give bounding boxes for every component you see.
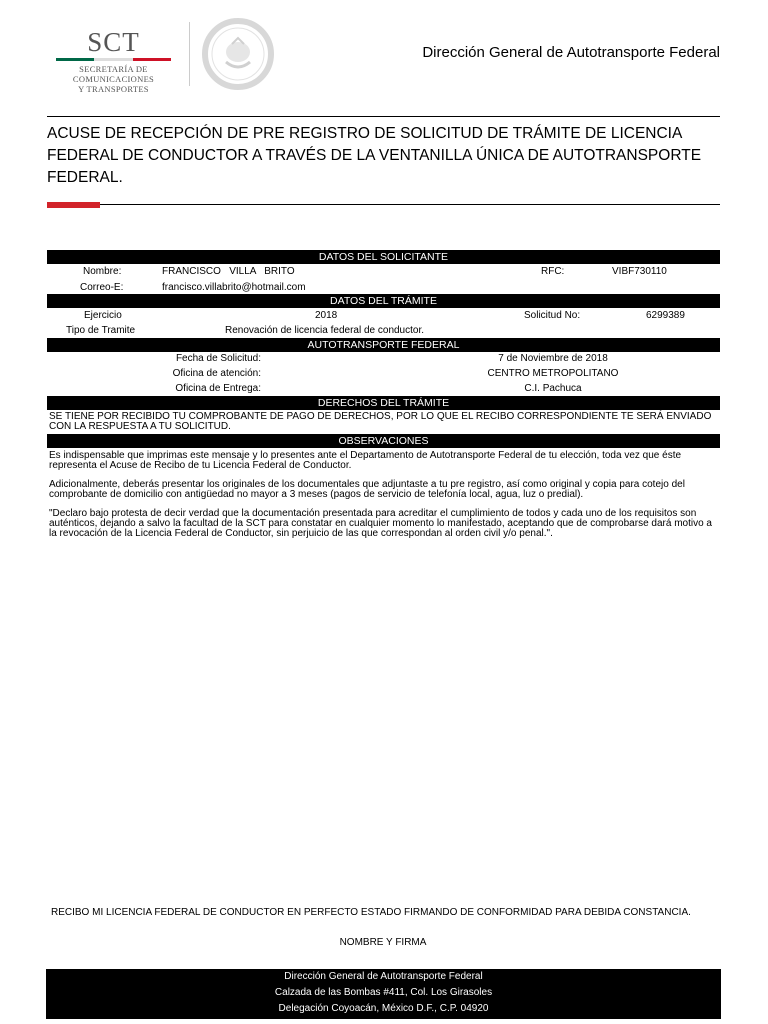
sct-logo-acronym: SCT xyxy=(87,27,140,57)
tipo-tramite-label: Tipo de Tramite xyxy=(66,325,136,336)
fecha-solicitud-value: 7 de Noviembre de 2018 xyxy=(498,353,608,364)
oficina-atencion-label: Oficina de atención: xyxy=(172,368,261,379)
rfc-value: VIBF730110 xyxy=(612,266,667,277)
section-header-tramite: DATOS DEL TRÁMITE xyxy=(47,294,720,308)
solicitud-label: Solicitud No: xyxy=(524,310,581,321)
logo-divider xyxy=(189,22,190,86)
title-divider xyxy=(100,204,720,205)
document-title: ACUSE DE RECEPCIÓN DE PRE REGISTRO DE SOLICITUD DE TRÁMITE DE LICENCIA FEDERAL DE CONDUCTOR A TRAVÉS DE LA VENTANILLA ÚNICA DE AUTOTRANSPORTE FEDERAL. xyxy=(47,125,702,186)
footer-line3: Delegación Coyoacán, México D.F., C.P. 04920 xyxy=(278,1003,489,1014)
footer-line2: Calzada de las Bombas #411, Col. Los Girasoles xyxy=(274,987,493,998)
red-accent-bar xyxy=(47,202,100,208)
sct-logo-line1: SECRETARÍA DE xyxy=(79,64,148,74)
agency-name: Dirección General de Autotransporte Federal xyxy=(422,44,720,61)
sct-logo-color-bar xyxy=(56,58,171,61)
signature-label: NOMBRE Y FIRMA xyxy=(339,937,427,948)
header-divider xyxy=(47,116,720,117)
section-header-autotransporte: AUTOTRANSPORTE FEDERAL xyxy=(47,338,720,352)
solicitud-value: 6299389 xyxy=(646,310,685,321)
oficina-entrega-label: Oficina de Entrega: xyxy=(175,383,261,394)
ejercicio-label: Ejercicio xyxy=(84,310,122,321)
fecha-solicitud-label: Fecha de Solicitud: xyxy=(175,353,261,364)
ejercicio-value: 2018 xyxy=(315,310,338,321)
national-seal-icon xyxy=(202,18,274,90)
name-value: FRANCISCO VILLA BRITO xyxy=(162,266,295,277)
section-header-observaciones: OBSERVACIONES xyxy=(47,434,720,448)
observaciones-paragraph-1: Es indispensable que imprimas este mensaje y lo presentes ante el Departamento de Autotransporte Federal de tu elección, toda vez que éste representa el Acuse de Recibo de tu Licencia Federal de Conductor. xyxy=(49,450,682,471)
name-label: Nombre: xyxy=(83,266,122,277)
rfc-label: RFC: xyxy=(541,266,565,277)
email-label: Correo-E: xyxy=(80,282,124,293)
sct-logo-line2: COMUNICACIONES xyxy=(72,74,155,84)
footer xyxy=(46,969,721,1019)
email-value: francisco.villabrito@hotmail.com xyxy=(162,282,306,293)
section-header-derechos: DERECHOS DEL TRÁMITE xyxy=(47,396,720,410)
oficina-entrega-value: C.I. Pachuca xyxy=(524,383,582,394)
oficina-atencion-value: CENTRO METROPOLITANO xyxy=(487,368,619,379)
observaciones-paragraph-2: Adicionalmente, deberás presentar los originales de los documentales que adjuntaste a tu pre registro, así como original y copia para cotejo del comprobante de domicilio con antigüedad no mayor a 3 meses (pagos de servicio de telefonía local, agua, luz o predial). xyxy=(49,479,685,500)
section-header-solicitante: DATOS DEL SOLICITANTE xyxy=(47,250,720,264)
sct-logo xyxy=(56,28,171,94)
tipo-tramite-value: Renovación de licencia federal de conductor. xyxy=(225,325,425,336)
sct-logo-line3: Y TRANSPORTES xyxy=(78,84,149,94)
footer-line1: Dirección General de Autotransporte Federal xyxy=(284,971,483,982)
derechos-text: SE TIENE POR RECIBIDO TU COMPROBANTE DE PAGO DE DERECHOS, POR LO QUE EL RECIBO CORRESPONDIENTE TE SERÁ ENVIADO CON LA RESPUESTA A TU SOLICITUD. xyxy=(49,411,712,432)
observaciones-paragraph-3: "Declaro bajo protesta de decir verdad que la documentación presentada para acreditar el cumplimiento de todos y cada uno de los requisitos son auténticos, dejando a salvo la facultad de la SCT para constatar en cualquier momento lo manifestado, aceptando que de comprobarse dará motivo a la revocación de la Licencia Federal de Conductor, sin perjuicio de las que correspondan al orden civil y/o penal.". xyxy=(49,508,712,539)
conformidad-statement: RECIBO MI LICENCIA FEDERAL DE CONDUCTOR EN PERFECTO ESTADO FIRMANDO DE CONFORMIDAD PARA DEBIDA CONSTANCIA. xyxy=(51,907,691,918)
